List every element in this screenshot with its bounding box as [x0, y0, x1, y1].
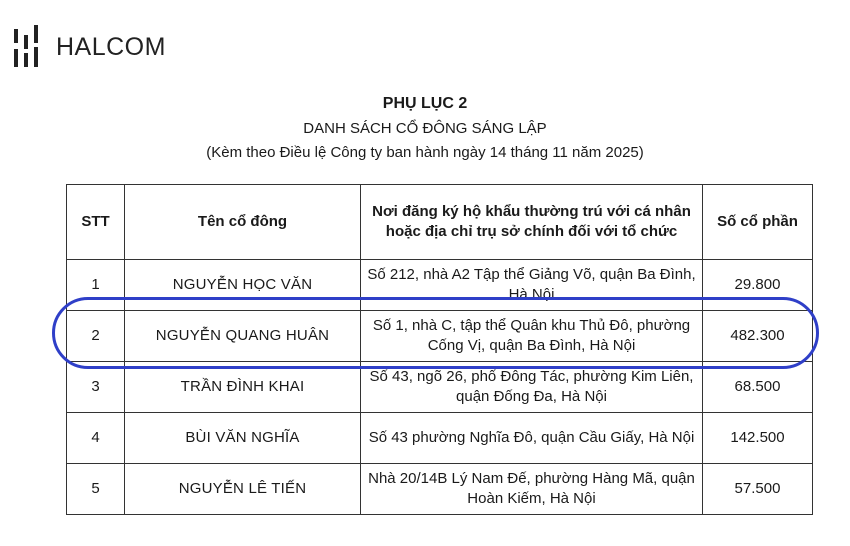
table-row — [67, 464, 813, 515]
cell-shares: 68.500 — [703, 362, 813, 413]
cell-address: Số 43, ngõ 26, phố Đông Tác, phường Kim Liên, quận Đống Đa, Hà Nội — [361, 362, 703, 413]
cell-address: Số 43 phường Nghĩa Đô, quận Cầu Giấy, Hà Nội — [361, 413, 703, 464]
cell-name: NGUYỄN QUANG HUÂN — [125, 311, 361, 362]
appendix-subtitle: DANH SÁCH CỔ ĐÔNG SÁNG LẬP — [303, 120, 547, 137]
cell-address: Số 1, nhà C, tập thể Quân khu Thủ Đô, phường Cống Vị, quận Ba Đình, Hà Nội — [361, 311, 703, 362]
header-name: Tên cổ đông — [125, 185, 361, 260]
shareholder-table — [66, 184, 813, 515]
halcom-logo-icon — [14, 25, 48, 69]
table-row — [67, 362, 813, 413]
cell-shares: 142.500 — [703, 413, 813, 464]
table-row — [67, 311, 813, 362]
cell-stt: 1 — [67, 260, 125, 311]
logo-text: HALCOM — [56, 32, 166, 61]
cell-stt: 4 — [67, 413, 125, 464]
company-logo — [14, 25, 166, 69]
cell-shares: 482.300 — [703, 311, 813, 362]
cell-stt: 2 — [67, 311, 125, 362]
cell-shares: 57.500 — [703, 464, 813, 515]
appendix-title: PHỤ LỤC 2 — [382, 95, 468, 112]
table-header-row — [67, 185, 813, 260]
table-row — [67, 260, 813, 311]
cell-name: TRẦN ĐÌNH KHAI — [125, 362, 361, 413]
cell-name: NGUYỄN HỌC VĂN — [125, 260, 361, 311]
header-shares: Số cổ phần — [703, 185, 813, 260]
appendix-note: (Kèm theo Điều lệ Công ty ban hành ngày 14 tháng 11 năm 2025) — [206, 144, 644, 161]
table-row — [67, 413, 813, 464]
header-stt: STT — [67, 185, 125, 260]
cell-stt: 3 — [67, 362, 125, 413]
cell-shares: 29.800 — [703, 260, 813, 311]
cell-name: NGUYỄN LÊ TIẾN — [125, 464, 361, 515]
cell-address: Nhà 20/14B Lý Nam Đế, phường Hàng Mã, quận Hoàn Kiếm, Hà Nội — [361, 464, 703, 515]
cell-stt: 5 — [67, 464, 125, 515]
cell-name: BÙI VĂN NGHĨA — [125, 413, 361, 464]
cell-address: Số 212, nhà A2 Tập thể Giảng Võ, quận Ba Đình, Hà Nội — [361, 260, 703, 311]
header-address: Nơi đăng ký hộ khẩu thường trú với cá nhân hoặc địa chỉ trụ sở chính đối với tổ chức — [361, 185, 703, 260]
